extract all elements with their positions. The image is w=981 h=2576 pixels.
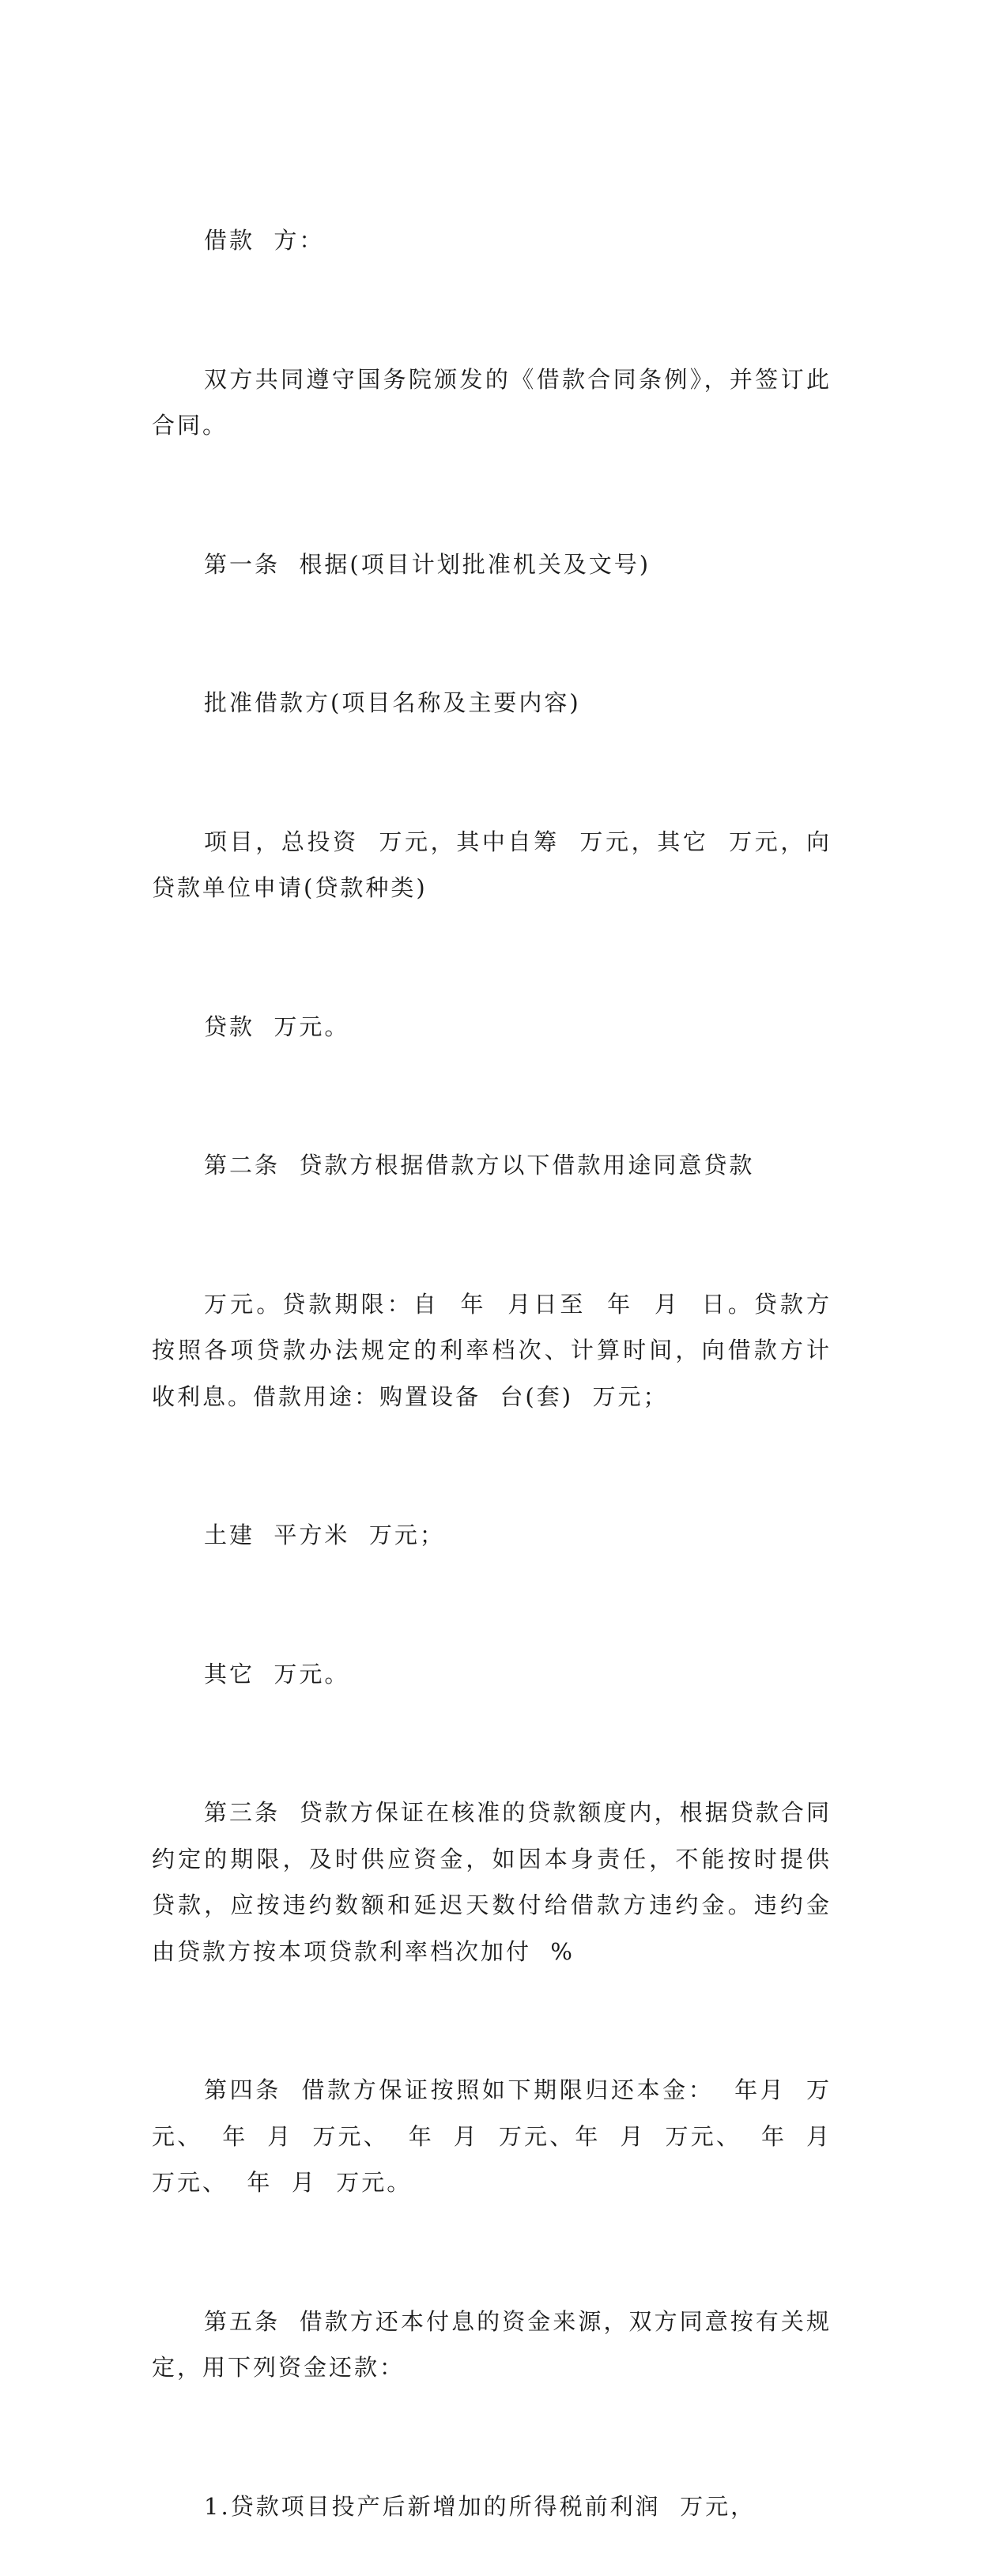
article-3-paragraph: 第三条 贷款方保证在核准的贷款额度内，根据贷款合同约定的期限，及时供应资金，如因本身责任，不能按时提供贷款，应按违约数额和延迟天数付给借款方违约金。违约金由贷款方按本项贷款利率档次加付 % xyxy=(152,1799,832,1965)
construction-paragraph: 土建 平方米 万元； xyxy=(204,1522,445,1548)
repayment-item-1: 1.贷款项目投产后新增加的所得税前利润 万元， xyxy=(204,2492,757,2520)
article-2-paragraph: 第二条 贷款方根据借款方以下借款用途同意贷款 xyxy=(204,1152,755,1179)
article-5-paragraph: 第五条 借款方还本付息的资金来源，双方同意按有关规定，用下列资金还款： xyxy=(152,2307,832,2381)
investment-paragraph: 项目，总投资 万元，其中自筹 万元，其它 万元，向贷款单位申请(贷款种类) xyxy=(152,828,832,901)
contract-page xyxy=(152,125,851,2576)
approval-paragraph: 批准借款方(项目名称及主要内容) xyxy=(204,689,581,716)
borrower-line: 借款 方： xyxy=(204,227,325,254)
loan-amount-paragraph: 贷款 万元。 xyxy=(204,1013,350,1040)
loan-term-paragraph: 万元。贷款期限：自 年 月日至 年 月 日。贷款方按照各项贷款办法规定的利率档次、计算时间，向借款方计收利息。借款用途：购置设备 台(套) 万元； xyxy=(152,1290,832,1410)
preamble-paragraph: 双方共同遵守国务院颁发的《借款合同条例》，并签订此合同。 xyxy=(152,365,832,439)
other-paragraph: 其它 万元。 xyxy=(204,1660,350,1688)
article-4-paragraph: 第四条 借款方保证按照如下期限归还本金： 年月 万元、 年 月 万元、 年 月 万元、年 月 万元、 年 月 万元、 年 月 万元。 xyxy=(152,2076,851,2196)
article-1-paragraph: 第一条 根据(项目计划批准机关及文号) xyxy=(204,550,651,578)
